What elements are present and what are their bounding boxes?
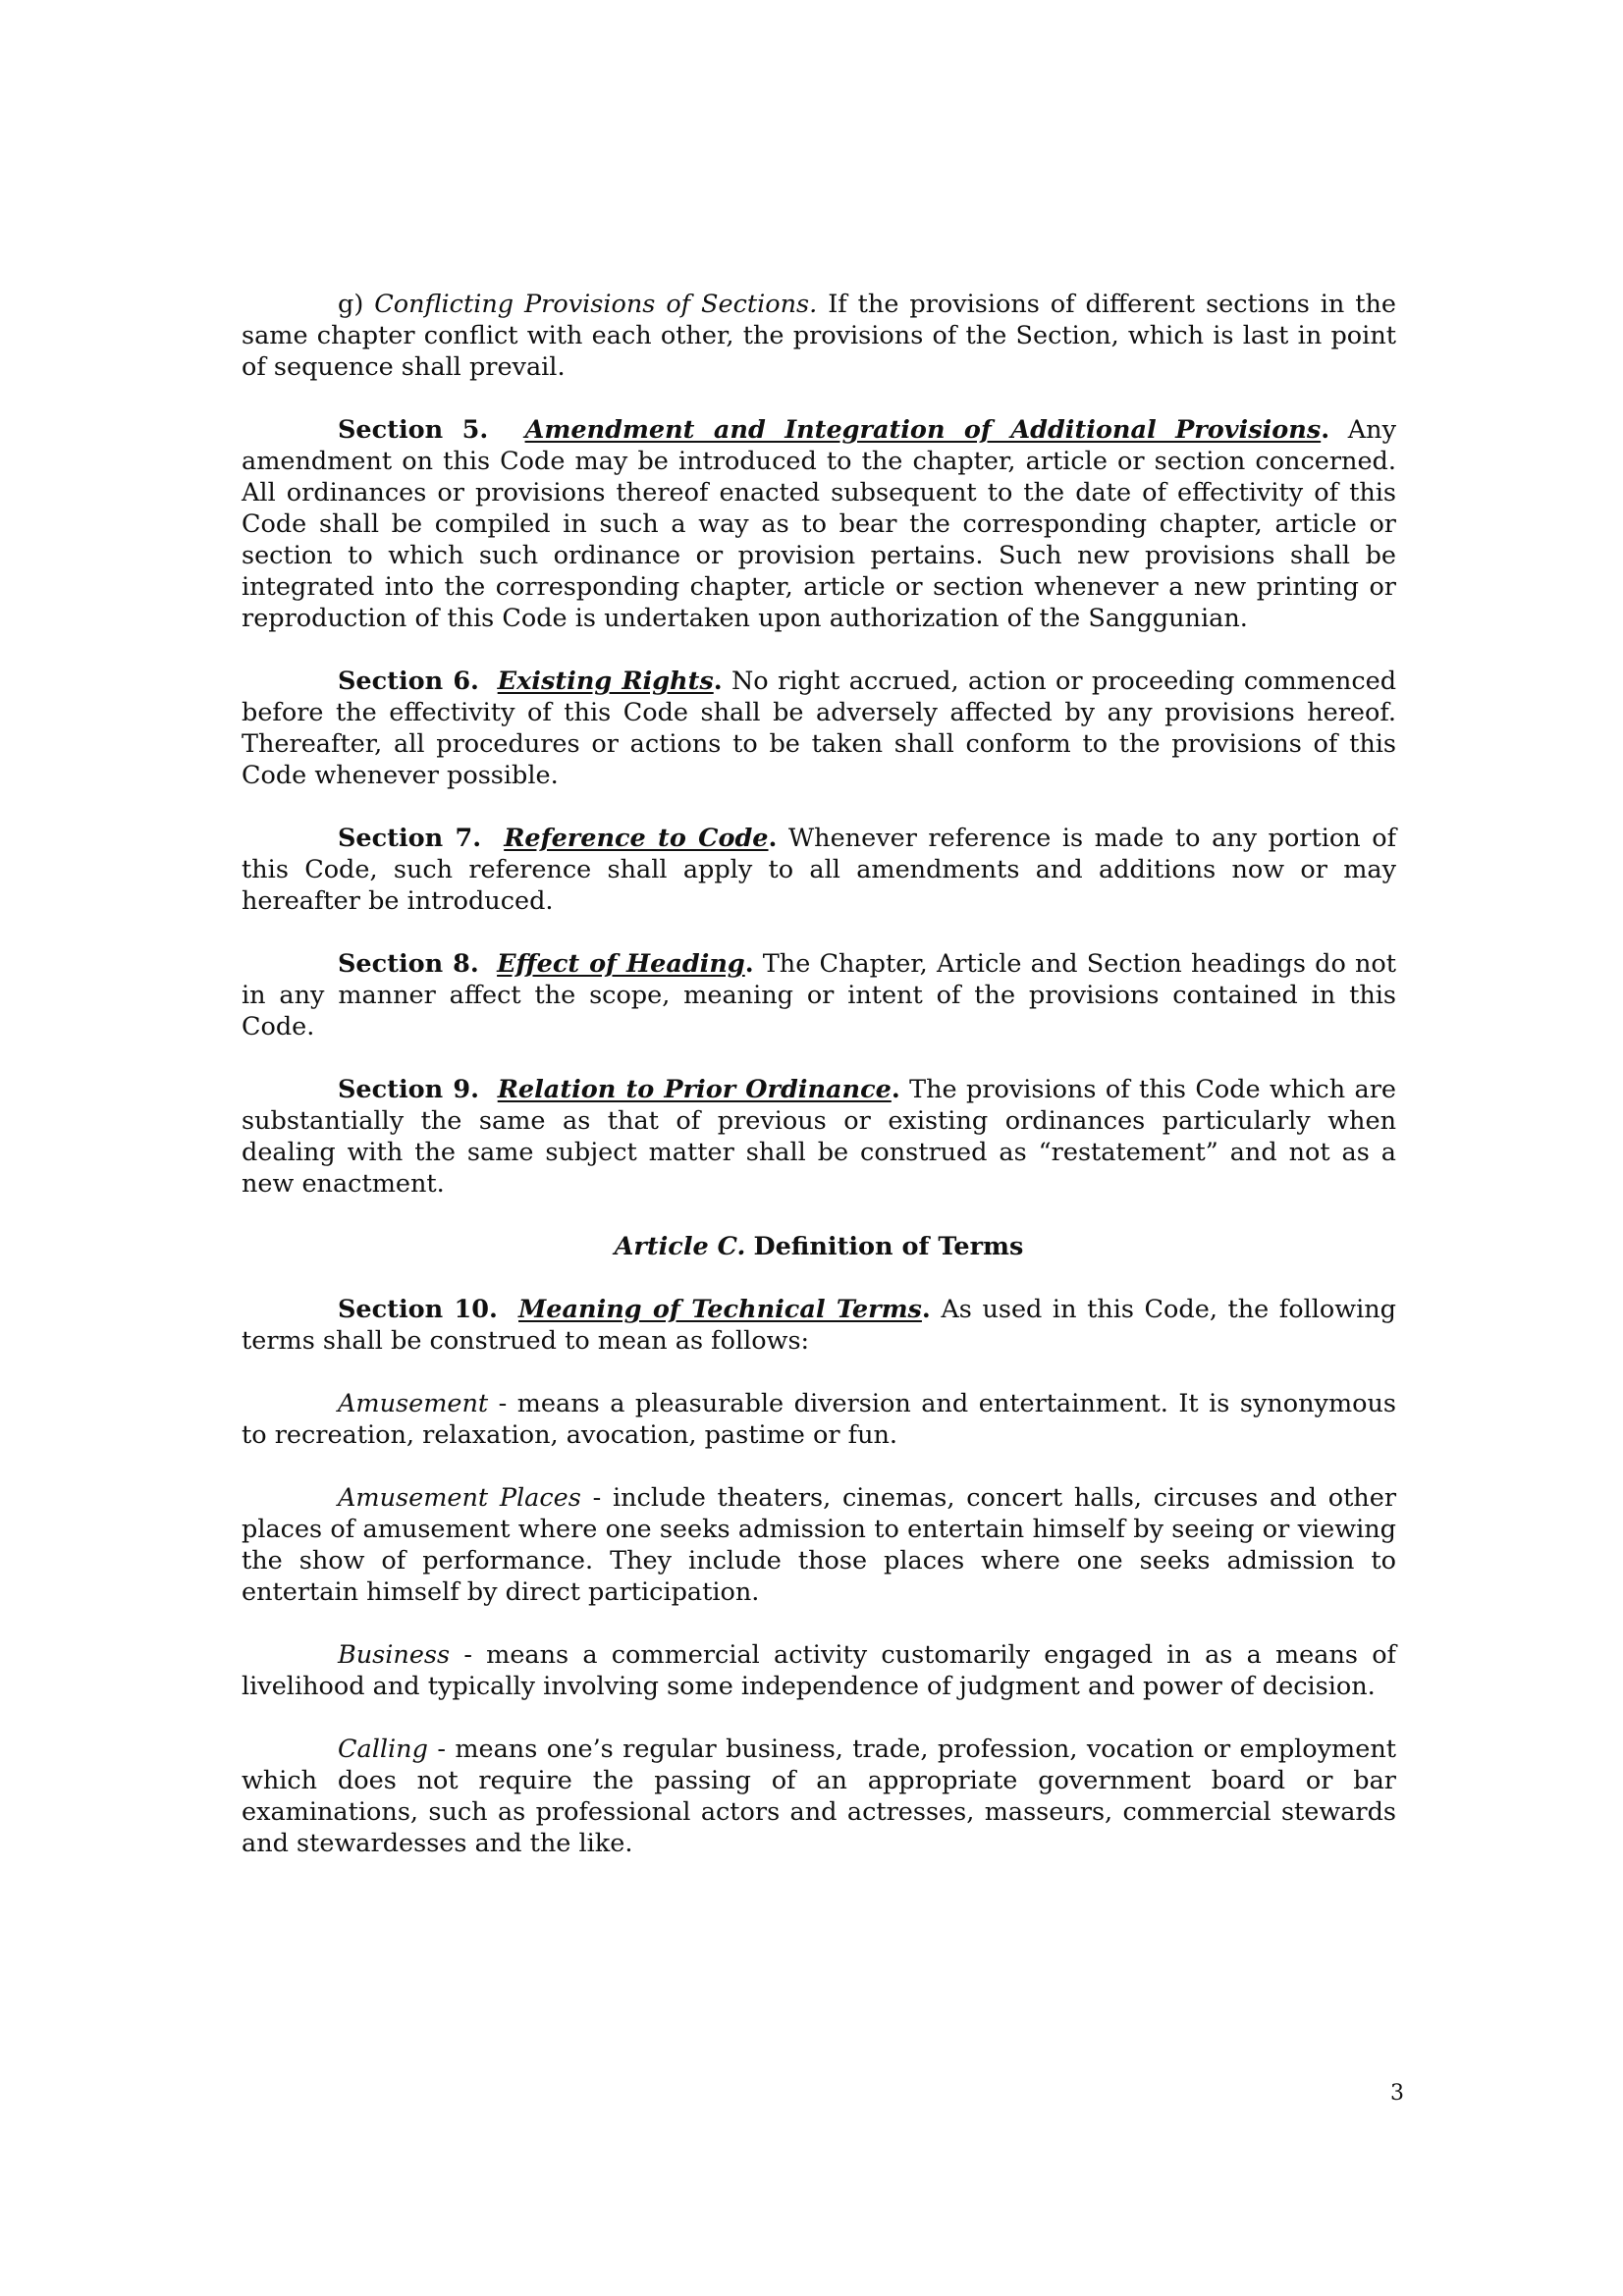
term-name: Amusement Places (338, 1483, 581, 1513)
item-label: g) (338, 290, 364, 319)
section-8: Section 8. Effect of Heading. The Chapter, Article and Section headings do not in any manner affect the scope, meaning or intent of the provisions contained in this Code. (242, 949, 1396, 1041)
item-title: Conflicting Provisions of Sections. (374, 290, 818, 319)
term-amusement (242, 1388, 1396, 1451)
section-body: The provisions of this Code which are substantially the same as that of previous or existing ordinances particularly when dealing with the same subject matter shall be construed as “restatement” and not as a new enactment. (242, 1075, 1396, 1199)
term-definition: - means a commercial activity customarily engaged in as a means of livelihood and typically involving some independence of judgment and power of decision. (242, 1640, 1396, 1701)
section-body: No right accrued, action or proceeding commenced before the effectivity of this Code shall be adversely affected by any provisions hereof. Thereafter, all procedures or actions to be taken shall conform to the provisions of this Code whenever possible. (242, 667, 1397, 790)
term-amusement-places (242, 1482, 1396, 1608)
section-number: Section 9. (338, 1075, 479, 1104)
article-title: Definition of Terms (753, 1232, 1024, 1261)
article-c-heading (242, 1231, 1396, 1262)
section-title: Existing Rights (497, 667, 714, 696)
page-number: 3 (1390, 2081, 1404, 2106)
term-definition: - include theaters, cinemas, concert halls, circuses and other places of amusement where one seeks admission to entertain himself by seeing or viewing the show of performance. They include those places where one seeks admission to entertain himself by direct participation. (242, 1483, 1397, 1607)
section-title: Effect of Heading (497, 949, 745, 979)
paragraph-g-conflicting-provisions (242, 289, 1396, 383)
section-number: Section 5. (338, 415, 489, 445)
section-title: Relation to Prior Ordinance (497, 1075, 892, 1104)
section-body: The Chapter, Article and Section headings do not in any manner affect the scope, meaning or intent of the provisions contained in this Code. (242, 949, 1396, 1041)
term-business (242, 1639, 1396, 1702)
section-number: Section 6. (338, 667, 479, 696)
section-7: Section 7. Reference to Code. Whenever reference is made to any portion of this Code, such reference shall apply to all amendments and additions now or may hereafter be introduced. (242, 824, 1397, 916)
term-name: Calling (338, 1735, 428, 1764)
term-calling (242, 1734, 1396, 1859)
section-10: Section 10. Meaning of Technical Terms. As used in this Code, the following terms shall be construed to mean as follows: (242, 1295, 1396, 1356)
section-number: Section 7. (338, 824, 482, 853)
article-label: Article C. (614, 1232, 746, 1261)
item-body: If the provisions of different sections in the same chapter conflict with each other, the provisions of the Section, which is last in point of sequence shall prevail. (242, 290, 1396, 382)
section-title: Reference to Code (504, 824, 769, 853)
term-definition: - means a pleasurable diversion and entertainment. It is synonymous to recreation, relaxation, avocation, pastime or fun. (242, 1389, 1397, 1450)
section-6: Section 6. Existing Rights. No right accrued, action or proceeding commenced before the effectivity of this Code shall be adversely affected by any provisions hereof. Thereafter, all procedures or actions to be taken shall conform to the provisions of this Code whenever possible. (242, 667, 1397, 790)
term-definition: - means one’s regular business, trade, profession, vocation or employment which does not require the passing of an appropriate government board or bar examinations, such as professional actors and actresses, masseurs, commercial stewards and stewardesses and the like. (242, 1735, 1396, 1858)
page-content (242, 289, 1396, 1891)
section-number: Section 10. (338, 1295, 498, 1324)
term-name: Amusement (338, 1389, 489, 1418)
section-9: Section 9. Relation to Prior Ordinance. The provisions of this Code which are substantially the same as that of previous or existing ordinances particularly when dealing with the same subject matter shall be construed as “restatement” and not as a new enactment. (242, 1075, 1396, 1199)
section-number: Section 8. (338, 949, 479, 979)
term-name: Business (338, 1640, 451, 1670)
section-body: Whenever reference is made to any portion of this Code, such reference shall apply to all amendments and additions now or may hereafter be introduced. (242, 824, 1397, 916)
section-body: As used in this Code, the following terms shall be construed to mean as follows: (242, 1295, 1396, 1356)
section-5: Section 5. Amendment and Integration of Additional Provisions. Any amendment on this Code may be introduced to the chapter, article or section concerned. All ordinances or provisions thereof enacted subsequent to the date of effectivity of this Code shall be compiled in such a way as to bear the corresponding chapter, article or section to which such ordinance or provision pertains. Such new provisions shall be integrated into the corresponding chapter, article or section whenever a new printing or reproduction of this Code is undertaken upon authorization of the Sanggunian. (242, 415, 1396, 633)
section-title: Meaning of Technical Terms (518, 1295, 922, 1324)
section-body: Any amendment on this Code may be introduced to the chapter, article or section concerned. All ordinances or provisions thereof enacted subsequent to the date of effectivity of this Code shall be compiled in such a way as to bear the corresponding chapter, article or section to which such ordinance or provision pertains. Such new provisions shall be integrated into the corresponding chapter, article or section whenever a new printing or reproduction of this Code is undertaken upon authorization of the Sanggunian. (242, 415, 1396, 633)
section-title: Amendment and Integration of Additional Provisions (524, 415, 1322, 445)
